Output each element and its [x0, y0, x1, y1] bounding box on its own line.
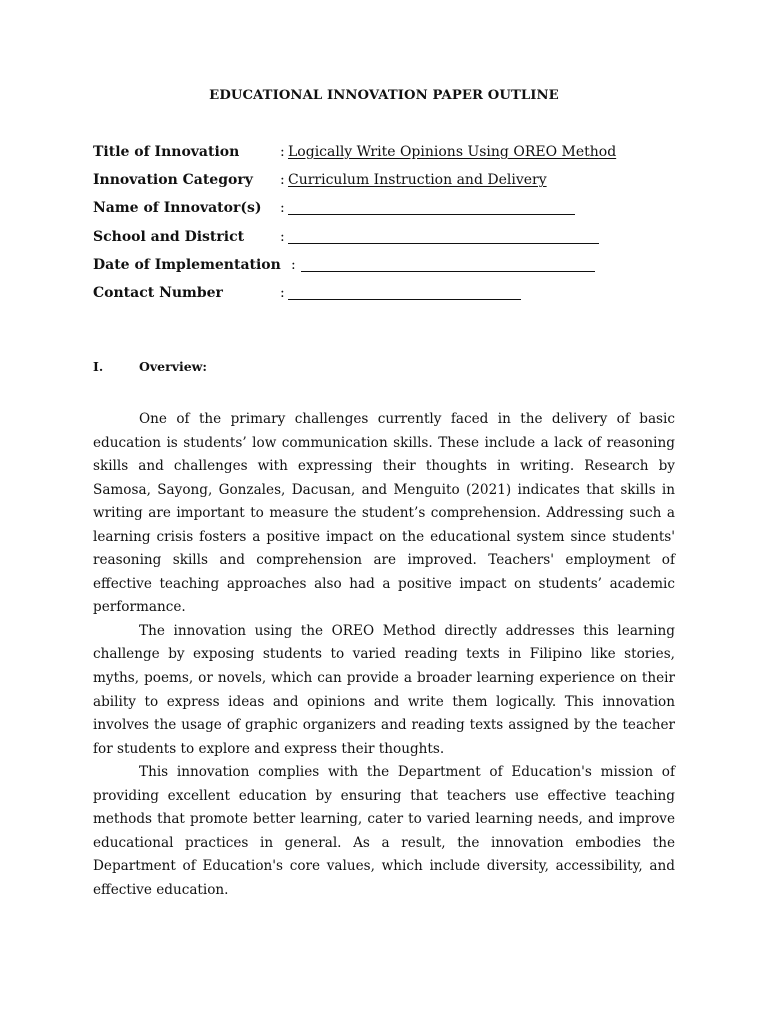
innovation-details — [93, 143, 693, 312]
blank-fill-line — [301, 271, 595, 272]
blank-fill-line — [288, 214, 575, 215]
field-value: Curriculum Instruction and Delivery — [288, 172, 547, 189]
field-label: Innovation Category — [93, 172, 253, 189]
overview-body — [93, 408, 675, 902]
paragraph: This innovation complies with the Department of Education's mission of providing excellent education by ensuring that teachers use effective teaching methods that promote better learning, cater to varied learning needs, and improve educational practices in general. As a result, the innovation embodies the Department of Education's core values, which include diversity, accessibility, and effective education. — [93, 764, 675, 898]
field-label: School and District — [93, 228, 245, 245]
blank-fill-line — [288, 299, 521, 300]
field-innovation-category — [93, 171, 693, 199]
field-contact-number — [93, 284, 693, 312]
field-separator: : — [280, 200, 285, 217]
field-label: Date of Implementation — [93, 256, 281, 273]
paragraph: One of the primary challenges currently faced in the delivery of basic education is students’ low communication skills. These include a lack of reasoning skills and challenges with expressing their thoughts in writing. Research by Samosa, Sayong, Gonzales, Dacusan, and Menguito (2021) indicates that skills in writing are important to measure the student’s comprehension. Addressing such a learning crisis fosters a positive impact on the educational system since students' reasoning skills and comprehension are improved. Teachers' employment of effective teaching approaches also had a positive impact on students’ academic performance. — [93, 411, 675, 616]
blank-fill-line — [288, 243, 599, 244]
field-name-of-innovators — [93, 199, 693, 227]
field-date-of-implementation — [93, 256, 693, 284]
document-title: EDUCATIONAL INNOVATION PAPER OUTLINE — [209, 88, 559, 103]
field-separator: : — [280, 172, 285, 189]
field-label: Contact Number — [93, 284, 223, 301]
field-value: Logically Write Opinions Using OREO Method — [288, 144, 617, 160]
section-title: Overview: — [139, 359, 208, 374]
field-separator: : — [280, 144, 285, 160]
field-separator: : — [280, 228, 285, 245]
paragraph: The innovation using the OREO Method directly addresses this learning challenge by exposing students to varied reading texts in Filipino like stories, myths, poems, or novels, which can provide a broader learning experience on their ability to express ideas and opinions and write them logically. This innovation involves the usage of graphic organizers and reading texts assigned by the teacher for students to explore and express their thoughts. — [93, 622, 675, 757]
section-number: I. — [93, 359, 104, 374]
field-label: Name of Innovator(s) — [93, 200, 262, 217]
field-school-and-district — [93, 228, 693, 256]
field-separator: : — [291, 256, 296, 273]
field-separator: : — [280, 284, 285, 301]
field-label: Title of Innovation — [93, 144, 240, 160]
field-title-of-innovation — [93, 143, 693, 171]
